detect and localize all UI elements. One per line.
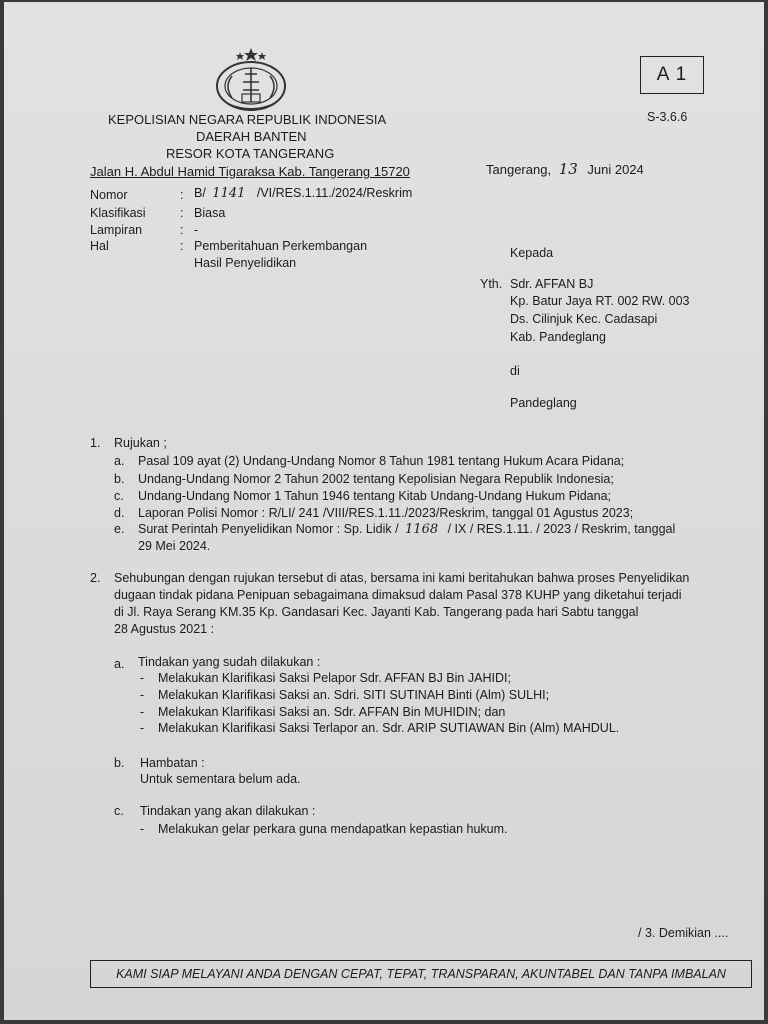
date-day-handwritten: 13 (558, 160, 578, 178)
c-item-1-dash: - (140, 822, 145, 836)
form-code: S-3.6.6 (647, 110, 688, 124)
lampiran-value: - (194, 223, 199, 237)
nomor-colon: : (180, 188, 184, 202)
ref-b-text: Undang-Undang Nomor 2 Tahun 2002 tentang Kepolisian Negara Republik Indonesia; (138, 472, 614, 486)
ref-c-label: c. (114, 489, 124, 503)
section2-number: 2. (90, 571, 101, 585)
institution-address: Jalan H. Abdul Hamid Tigaraksa Kab. Tangerang 15720 (90, 164, 410, 179)
nomor-suffix: /VI/RES.1.11./2024/Reskrim (256, 186, 413, 200)
nomor-label: Nomor (90, 188, 128, 202)
a-item-2-dash: - (140, 688, 145, 702)
klasifikasi-colon: : (180, 206, 184, 220)
hal-value-line1: Pemberitahuan Perkembangan (194, 239, 368, 253)
subsection-b-label: b. (114, 756, 125, 770)
a-item-3: Melakukan Klarifikasi Saksi an. Sdr. AFFAN Bin MUHIDIN; dan (158, 705, 506, 719)
motto-banner: KAMI SIAP MELAYANI ANDA DENGAN CEPAT, TEPAT, TRANSPARAN, AKUNTABEL DAN TANPA IMBALAN (90, 960, 752, 988)
section1-title: Rujukan ; (114, 436, 167, 450)
hal-label: Hal (90, 239, 109, 253)
recipient-city: Pandeglang (510, 396, 577, 410)
letter-page (4, 2, 764, 1020)
section2-paragraph-line3: di Jl. Raya Serang KM.35 Kp. Gandasari Kec. Jayanti Kab. Tangerang pada hari Sabtu tanggal (114, 605, 639, 619)
c-item-1: Melakukan gelar perkara guna mendapatkan kepastian hukum. (158, 822, 508, 836)
ref-b-label: b. (114, 472, 125, 486)
subsection-b-title: Hambatan : (140, 756, 205, 770)
section1-number: 1. (90, 436, 101, 450)
section2-paragraph-line1: Sehubungan dengan rujukan tersebut di atas, bersama ini kami beritahukan bahwa proses Penyelidikan (114, 571, 690, 585)
a-item-1-dash: - (140, 671, 145, 685)
ref-e-handwritten: 1168 (405, 522, 439, 537)
ref-d-text: Laporan Polisi Nomor : R/LI/ 241 /VIII/RES.1.11./2023/Reskrim, tanggal 01 Agustus 2023; (138, 506, 634, 520)
ref-a-text: Pasal 109 ayat (2) Undang-Undang Nomor 8 Tahun 1981 tentang Hukum Acara Pidana; (138, 454, 625, 468)
subsection-a-label: a. (114, 657, 125, 671)
ref-e-suffix: / IX / RES.1.11. / 2023 / Reskrim, tanggal (447, 522, 676, 536)
recipient-address-1: Kp. Batur Jaya RT. 002 RW. 003 (510, 294, 690, 308)
recipient-address-3: Kab. Pandeglang (510, 330, 606, 344)
subsection-c-label: c. (114, 804, 124, 818)
a-item-2: Melakukan Klarifikasi Saksi an. Sdri. SITI SUTINAH Binti (Alm) SULHI; (158, 688, 550, 702)
document-code-box: A 1 (640, 56, 704, 94)
ref-e-prefix: Surat Perintah Penyelidikan Nomor : Sp. Lidik / (138, 522, 399, 536)
ref-e-label: e. (114, 522, 125, 536)
section2-paragraph-line4: 28 Agustus 2021 : (114, 622, 215, 636)
recipient-yth: Yth. (480, 277, 503, 291)
recipient-di: di (510, 364, 520, 378)
recipient-address-2: Ds. Cilinjuk Kec. Cadasapi (510, 312, 658, 326)
page-continuation: / 3. Demikian .... (638, 926, 729, 940)
place-date (486, 160, 644, 178)
date-month-year: Juni 2024 (587, 162, 644, 177)
recipient-name: Sdr. AFFAN BJ (510, 277, 594, 291)
subsection-c-title: Tindakan yang akan dilakukan : (140, 804, 316, 818)
institution-line-1: KEPOLISIAN NEGARA REPUBLIK INDONESIA (108, 112, 387, 127)
a-item-3-dash: - (140, 705, 145, 719)
hal-value-line2: Hasil Penyelidikan (194, 256, 297, 270)
ref-a-label: a. (114, 454, 125, 468)
nomor-prefix: B/ (194, 186, 206, 200)
police-emblem-icon (210, 46, 292, 114)
nomor-value (194, 186, 412, 201)
institution-line-2: DAERAH BANTEN (196, 129, 307, 144)
a-item-4: Melakukan Klarifikasi Saksi Terlapor an. Sdr. ARIP SUTIAWAN Bin (Alm) MAHDUL. (158, 721, 620, 735)
a-item-4-dash: - (140, 721, 145, 735)
place-date-prefix: Tangerang, (486, 162, 552, 177)
ref-e-line2: 29 Mei 2024. (138, 539, 211, 553)
ref-d-label: d. (114, 506, 125, 520)
section2-paragraph-line2: dugaan tindak pidana Penipuan sebagaimana dimaksud dalam Pasal 378 KUHP yang diketahui terjadi (114, 588, 682, 602)
institution-line-3: RESOR KOTA TANGERANG (166, 146, 335, 161)
subsection-a-title: Tindakan yang sudah dilakukan : (138, 655, 321, 669)
ref-e-line1 (138, 522, 675, 537)
a-item-1: Melakukan Klarifikasi Saksi Pelapor Sdr. AFFAN BJ Bin JAHIDI; (158, 671, 511, 685)
subsection-b-text: Untuk sementara belum ada. (140, 772, 301, 786)
recipient-kepada: Kepada (510, 246, 554, 260)
klasifikasi-value: Biasa (194, 206, 226, 220)
lampiran-label: Lampiran (90, 223, 143, 237)
nomor-handwritten: 1141 (212, 186, 246, 201)
ref-c-text: Undang-Undang Nomor 1 Tahun 1946 tentang Kitab Undang-Undang Hukum Pidana; (138, 489, 612, 503)
klasifikasi-label: Klasifikasi (90, 206, 146, 220)
hal-colon: : (180, 239, 184, 253)
lampiran-colon: : (180, 223, 184, 237)
